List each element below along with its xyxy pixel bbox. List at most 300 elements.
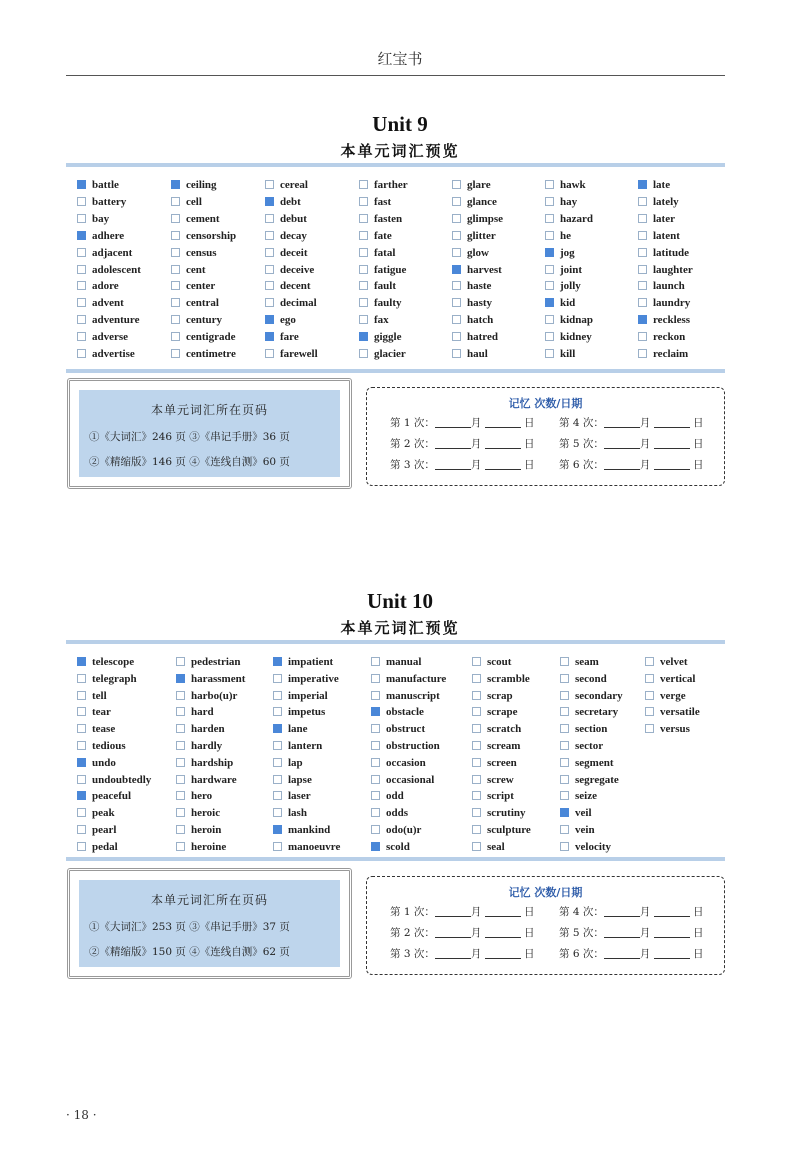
month-blank[interactable] bbox=[604, 459, 640, 470]
vocab-item[interactable] bbox=[638, 179, 670, 191]
checked-checkbox-icon[interactable] bbox=[359, 332, 368, 341]
checkbox-icon[interactable] bbox=[273, 808, 282, 817]
vocab-item[interactable] bbox=[545, 331, 592, 343]
checkbox-icon[interactable] bbox=[171, 315, 180, 324]
vocab-item[interactable] bbox=[371, 807, 408, 819]
vocab-item[interactable] bbox=[560, 656, 599, 668]
vocab-item[interactable] bbox=[472, 690, 513, 702]
day-blank[interactable] bbox=[654, 459, 690, 470]
checkbox-icon[interactable] bbox=[560, 791, 569, 800]
checkbox-icon[interactable] bbox=[645, 724, 654, 733]
checkbox-icon[interactable] bbox=[77, 214, 86, 223]
vocab-item[interactable] bbox=[265, 230, 307, 242]
vocab-item[interactable] bbox=[176, 690, 237, 702]
vocab-item[interactable] bbox=[359, 280, 396, 292]
vocab-item[interactable] bbox=[452, 213, 503, 225]
checkbox-icon[interactable] bbox=[265, 265, 274, 274]
checkbox-icon[interactable] bbox=[472, 775, 481, 784]
vocab-item[interactable] bbox=[171, 247, 217, 259]
checkbox-icon[interactable] bbox=[638, 298, 647, 307]
vocab-item[interactable] bbox=[359, 264, 406, 276]
day-blank[interactable] bbox=[654, 948, 690, 959]
vocab-item[interactable] bbox=[77, 824, 116, 836]
vocab-item[interactable] bbox=[77, 841, 118, 853]
checkbox-icon[interactable] bbox=[638, 265, 647, 274]
vocab-item[interactable] bbox=[371, 841, 410, 853]
vocab-item[interactable] bbox=[452, 230, 496, 242]
vocab-item[interactable] bbox=[77, 297, 124, 309]
vocab-item[interactable] bbox=[176, 656, 241, 668]
vocab-item[interactable] bbox=[77, 348, 135, 360]
checkbox-icon[interactable] bbox=[560, 691, 569, 700]
vocab-item[interactable] bbox=[176, 807, 220, 819]
vocab-item[interactable] bbox=[77, 213, 109, 225]
checkbox-icon[interactable] bbox=[77, 825, 86, 834]
month-blank[interactable] bbox=[435, 948, 471, 959]
vocab-item[interactable] bbox=[359, 179, 408, 191]
checked-checkbox-icon[interactable] bbox=[545, 298, 554, 307]
checkbox-icon[interactable] bbox=[77, 741, 86, 750]
vocab-item[interactable] bbox=[452, 331, 498, 343]
vocab-item[interactable] bbox=[171, 179, 217, 191]
vocab-item[interactable] bbox=[638, 280, 685, 292]
day-blank[interactable] bbox=[654, 906, 690, 917]
vocab-item[interactable] bbox=[638, 230, 680, 242]
checkbox-icon[interactable] bbox=[472, 791, 481, 800]
month-blank[interactable] bbox=[435, 906, 471, 917]
checkbox-icon[interactable] bbox=[273, 775, 282, 784]
checkbox-icon[interactable] bbox=[560, 825, 569, 834]
checkbox-icon[interactable] bbox=[472, 741, 481, 750]
checkbox-icon[interactable] bbox=[77, 691, 86, 700]
vocab-item[interactable] bbox=[171, 230, 236, 242]
checkbox-icon[interactable] bbox=[452, 315, 461, 324]
checkbox-icon[interactable] bbox=[452, 248, 461, 257]
vocab-item[interactable] bbox=[560, 774, 619, 786]
vocab-item[interactable] bbox=[273, 807, 307, 819]
checkbox-icon[interactable] bbox=[171, 248, 180, 257]
vocab-item[interactable] bbox=[359, 213, 402, 225]
vocab-item[interactable] bbox=[359, 297, 402, 309]
checked-checkbox-icon[interactable] bbox=[371, 707, 380, 716]
checkbox-icon[interactable] bbox=[452, 332, 461, 341]
checkbox-icon[interactable] bbox=[560, 724, 569, 733]
checkbox-icon[interactable] bbox=[265, 248, 274, 257]
vocab-item[interactable] bbox=[176, 790, 212, 802]
vocab-item[interactable] bbox=[265, 196, 301, 208]
checkbox-icon[interactable] bbox=[452, 349, 461, 358]
vocab-item[interactable] bbox=[77, 196, 126, 208]
vocab-item[interactable] bbox=[452, 314, 493, 326]
checkbox-icon[interactable] bbox=[638, 231, 647, 240]
checkbox-icon[interactable] bbox=[359, 214, 368, 223]
vocab-item[interactable] bbox=[472, 774, 514, 786]
vocab-item[interactable] bbox=[265, 331, 299, 343]
checkbox-icon[interactable] bbox=[176, 842, 185, 851]
checkbox-icon[interactable] bbox=[472, 808, 481, 817]
checkbox-icon[interactable] bbox=[77, 775, 86, 784]
checkbox-icon[interactable] bbox=[359, 197, 368, 206]
vocab-item[interactable] bbox=[452, 264, 502, 276]
vocab-item[interactable] bbox=[265, 348, 318, 360]
checked-checkbox-icon[interactable] bbox=[265, 332, 274, 341]
checkbox-icon[interactable] bbox=[77, 724, 86, 733]
vocab-item[interactable] bbox=[176, 841, 226, 853]
checkbox-icon[interactable] bbox=[472, 842, 481, 851]
checked-checkbox-icon[interactable] bbox=[371, 842, 380, 851]
checked-checkbox-icon[interactable] bbox=[176, 674, 185, 683]
month-blank[interactable] bbox=[604, 948, 640, 959]
vocab-item[interactable] bbox=[265, 213, 307, 225]
day-blank[interactable] bbox=[485, 438, 521, 449]
vocab-item[interactable] bbox=[77, 757, 116, 769]
checkbox-icon[interactable] bbox=[176, 825, 185, 834]
vocab-item[interactable] bbox=[371, 673, 446, 685]
vocab-item[interactable] bbox=[176, 673, 245, 685]
vocab-item[interactable] bbox=[472, 757, 517, 769]
vocab-item[interactable] bbox=[273, 706, 325, 718]
checkbox-icon[interactable] bbox=[638, 214, 647, 223]
checkbox-icon[interactable] bbox=[77, 842, 86, 851]
checkbox-icon[interactable] bbox=[545, 265, 554, 274]
vocab-item[interactable] bbox=[545, 264, 582, 276]
checked-checkbox-icon[interactable] bbox=[638, 180, 647, 189]
vocab-item[interactable] bbox=[359, 196, 391, 208]
vocab-item[interactable] bbox=[645, 723, 690, 735]
checkbox-icon[interactable] bbox=[645, 657, 654, 666]
vocab-item[interactable] bbox=[452, 247, 489, 259]
checkbox-icon[interactable] bbox=[265, 231, 274, 240]
checked-checkbox-icon[interactable] bbox=[638, 315, 647, 324]
checkbox-icon[interactable] bbox=[545, 231, 554, 240]
checkbox-icon[interactable] bbox=[77, 315, 86, 324]
month-blank[interactable] bbox=[435, 459, 471, 470]
checkbox-icon[interactable] bbox=[371, 825, 380, 834]
checkbox-icon[interactable] bbox=[359, 298, 368, 307]
vocab-item[interactable] bbox=[265, 179, 308, 191]
checkbox-icon[interactable] bbox=[545, 214, 554, 223]
checkbox-icon[interactable] bbox=[545, 180, 554, 189]
vocab-item[interactable] bbox=[359, 348, 406, 360]
checkbox-icon[interactable] bbox=[560, 775, 569, 784]
checked-checkbox-icon[interactable] bbox=[452, 265, 461, 274]
vocab-item[interactable] bbox=[265, 247, 307, 259]
vocab-item[interactable] bbox=[273, 690, 328, 702]
checkbox-icon[interactable] bbox=[171, 197, 180, 206]
vocab-item[interactable] bbox=[545, 348, 575, 360]
vocab-item[interactable] bbox=[645, 690, 686, 702]
checked-checkbox-icon[interactable] bbox=[273, 825, 282, 834]
vocab-item[interactable] bbox=[265, 314, 296, 326]
checkbox-icon[interactable] bbox=[371, 674, 380, 683]
vocab-item[interactable] bbox=[472, 706, 518, 718]
vocab-item[interactable] bbox=[560, 841, 611, 853]
checkbox-icon[interactable] bbox=[273, 674, 282, 683]
vocab-item[interactable] bbox=[645, 706, 700, 718]
vocab-item[interactable] bbox=[560, 723, 607, 735]
vocab-item[interactable] bbox=[77, 807, 115, 819]
checkbox-icon[interactable] bbox=[359, 315, 368, 324]
checkbox-icon[interactable] bbox=[359, 349, 368, 358]
vocab-item[interactable] bbox=[545, 247, 575, 259]
vocab-item[interactable] bbox=[472, 656, 511, 668]
checkbox-icon[interactable] bbox=[171, 298, 180, 307]
vocab-item[interactable] bbox=[77, 230, 124, 242]
checkbox-icon[interactable] bbox=[452, 214, 461, 223]
checkbox-icon[interactable] bbox=[371, 724, 380, 733]
checkbox-icon[interactable] bbox=[359, 231, 368, 240]
vocab-item[interactable] bbox=[77, 690, 107, 702]
vocab-item[interactable] bbox=[560, 790, 597, 802]
month-blank[interactable] bbox=[435, 438, 471, 449]
checkbox-icon[interactable] bbox=[273, 741, 282, 750]
vocab-item[interactable] bbox=[452, 348, 488, 360]
checkbox-icon[interactable] bbox=[545, 332, 554, 341]
vocab-item[interactable] bbox=[371, 706, 424, 718]
checkbox-icon[interactable] bbox=[77, 332, 86, 341]
checkbox-icon[interactable] bbox=[472, 825, 481, 834]
checkbox-icon[interactable] bbox=[472, 691, 481, 700]
vocab-item[interactable] bbox=[359, 314, 389, 326]
checked-checkbox-icon[interactable] bbox=[171, 180, 180, 189]
day-blank[interactable] bbox=[654, 438, 690, 449]
vocab-item[interactable] bbox=[273, 824, 330, 836]
checkbox-icon[interactable] bbox=[560, 674, 569, 683]
vocab-item[interactable] bbox=[371, 790, 404, 802]
vocab-item[interactable] bbox=[265, 297, 317, 309]
checkbox-icon[interactable] bbox=[171, 265, 180, 274]
vocab-item[interactable] bbox=[545, 314, 593, 326]
checkbox-icon[interactable] bbox=[77, 281, 86, 290]
vocab-item[interactable] bbox=[77, 740, 126, 752]
vocab-item[interactable] bbox=[452, 196, 497, 208]
vocab-item[interactable] bbox=[560, 740, 603, 752]
checkbox-icon[interactable] bbox=[545, 315, 554, 324]
checkbox-icon[interactable] bbox=[77, 197, 86, 206]
checked-checkbox-icon[interactable] bbox=[77, 758, 86, 767]
vocab-item[interactable] bbox=[171, 297, 219, 309]
vocab-item[interactable] bbox=[77, 723, 115, 735]
checkbox-icon[interactable] bbox=[371, 741, 380, 750]
vocab-item[interactable] bbox=[273, 673, 339, 685]
checked-checkbox-icon[interactable] bbox=[273, 657, 282, 666]
checkbox-icon[interactable] bbox=[273, 791, 282, 800]
checkbox-icon[interactable] bbox=[273, 691, 282, 700]
checkbox-icon[interactable] bbox=[176, 741, 185, 750]
vocab-item[interactable] bbox=[560, 673, 607, 685]
day-blank[interactable] bbox=[654, 417, 690, 428]
checkbox-icon[interactable] bbox=[560, 707, 569, 716]
vocab-item[interactable] bbox=[171, 213, 220, 225]
vocab-item[interactable] bbox=[273, 790, 311, 802]
vocab-item[interactable] bbox=[176, 774, 237, 786]
checkbox-icon[interactable] bbox=[77, 808, 86, 817]
vocab-item[interactable] bbox=[638, 331, 685, 343]
checkbox-icon[interactable] bbox=[371, 791, 380, 800]
day-blank[interactable] bbox=[485, 906, 521, 917]
vocab-item[interactable] bbox=[171, 314, 222, 326]
checkbox-icon[interactable] bbox=[560, 842, 569, 851]
vocab-item[interactable] bbox=[472, 723, 521, 735]
checked-checkbox-icon[interactable] bbox=[77, 180, 86, 189]
checkbox-icon[interactable] bbox=[265, 281, 274, 290]
vocab-item[interactable] bbox=[171, 264, 206, 276]
checkbox-icon[interactable] bbox=[472, 707, 481, 716]
checkbox-icon[interactable] bbox=[176, 724, 185, 733]
vocab-item[interactable] bbox=[77, 314, 139, 326]
vocab-item[interactable] bbox=[265, 264, 314, 276]
checkbox-icon[interactable] bbox=[176, 707, 185, 716]
vocab-item[interactable] bbox=[472, 807, 526, 819]
checkbox-icon[interactable] bbox=[545, 197, 554, 206]
vocab-item[interactable] bbox=[560, 807, 592, 819]
checkbox-icon[interactable] bbox=[359, 248, 368, 257]
vocab-item[interactable] bbox=[472, 841, 505, 853]
checked-checkbox-icon[interactable] bbox=[77, 657, 86, 666]
vocab-item[interactable] bbox=[545, 179, 586, 191]
vocab-item[interactable] bbox=[77, 790, 131, 802]
checkbox-icon[interactable] bbox=[176, 657, 185, 666]
vocab-item[interactable] bbox=[265, 280, 311, 292]
vocab-item[interactable] bbox=[638, 247, 689, 259]
checkbox-icon[interactable] bbox=[638, 281, 647, 290]
vocab-item[interactable] bbox=[176, 723, 225, 735]
vocab-item[interactable] bbox=[545, 297, 575, 309]
vocab-item[interactable] bbox=[638, 196, 679, 208]
vocab-item[interactable] bbox=[359, 230, 392, 242]
vocab-item[interactable] bbox=[77, 774, 151, 786]
vocab-item[interactable] bbox=[359, 247, 395, 259]
vocab-item[interactable] bbox=[560, 706, 618, 718]
day-blank[interactable] bbox=[485, 417, 521, 428]
checkbox-icon[interactable] bbox=[77, 349, 86, 358]
checkbox-icon[interactable] bbox=[452, 180, 461, 189]
checkbox-icon[interactable] bbox=[359, 265, 368, 274]
vocab-item[interactable] bbox=[273, 656, 333, 668]
vocab-item[interactable] bbox=[472, 673, 530, 685]
vocab-item[interactable] bbox=[171, 348, 236, 360]
vocab-item[interactable] bbox=[171, 196, 202, 208]
checked-checkbox-icon[interactable] bbox=[265, 315, 274, 324]
checkbox-icon[interactable] bbox=[545, 349, 554, 358]
checkbox-icon[interactable] bbox=[77, 265, 86, 274]
vocab-item[interactable] bbox=[273, 757, 303, 769]
checkbox-icon[interactable] bbox=[171, 349, 180, 358]
vocab-item[interactable] bbox=[472, 740, 520, 752]
checkbox-icon[interactable] bbox=[77, 674, 86, 683]
vocab-item[interactable] bbox=[273, 841, 340, 853]
vocab-item[interactable] bbox=[638, 297, 690, 309]
checkbox-icon[interactable] bbox=[176, 775, 185, 784]
vocab-item[interactable] bbox=[545, 213, 593, 225]
vocab-item[interactable] bbox=[472, 824, 531, 836]
month-blank[interactable] bbox=[604, 906, 640, 917]
vocab-item[interactable] bbox=[77, 331, 128, 343]
month-blank[interactable] bbox=[604, 927, 640, 938]
checkbox-icon[interactable] bbox=[265, 180, 274, 189]
vocab-item[interactable] bbox=[645, 656, 687, 668]
checkbox-icon[interactable] bbox=[645, 691, 654, 700]
vocab-item[interactable] bbox=[645, 673, 695, 685]
checkbox-icon[interactable] bbox=[77, 248, 86, 257]
vocab-item[interactable] bbox=[371, 757, 426, 769]
vocab-item[interactable] bbox=[77, 247, 132, 259]
checked-checkbox-icon[interactable] bbox=[560, 808, 569, 817]
vocab-item[interactable] bbox=[472, 790, 514, 802]
month-blank[interactable] bbox=[435, 927, 471, 938]
checkbox-icon[interactable] bbox=[176, 791, 185, 800]
checkbox-icon[interactable] bbox=[452, 281, 461, 290]
checkbox-icon[interactable] bbox=[265, 298, 274, 307]
checkbox-icon[interactable] bbox=[545, 281, 554, 290]
checkbox-icon[interactable] bbox=[273, 842, 282, 851]
vocab-item[interactable] bbox=[77, 179, 119, 191]
day-blank[interactable] bbox=[485, 459, 521, 470]
vocab-item[interactable] bbox=[77, 706, 111, 718]
checkbox-icon[interactable] bbox=[472, 724, 481, 733]
vocab-item[interactable] bbox=[560, 824, 595, 836]
vocab-item[interactable] bbox=[77, 264, 141, 276]
checkbox-icon[interactable] bbox=[273, 758, 282, 767]
checked-checkbox-icon[interactable] bbox=[265, 197, 274, 206]
checkbox-icon[interactable] bbox=[371, 808, 380, 817]
checkbox-icon[interactable] bbox=[560, 657, 569, 666]
vocab-item[interactable] bbox=[77, 673, 137, 685]
vocab-item[interactable] bbox=[171, 280, 215, 292]
vocab-item[interactable] bbox=[171, 331, 235, 343]
vocab-item[interactable] bbox=[371, 824, 421, 836]
checked-checkbox-icon[interactable] bbox=[545, 248, 554, 257]
vocab-item[interactable] bbox=[452, 280, 491, 292]
checkbox-icon[interactable] bbox=[452, 298, 461, 307]
day-blank[interactable] bbox=[654, 927, 690, 938]
vocab-item[interactable] bbox=[560, 690, 623, 702]
vocab-item[interactable] bbox=[176, 757, 233, 769]
vocab-item[interactable] bbox=[638, 264, 693, 276]
checkbox-icon[interactable] bbox=[452, 231, 461, 240]
vocab-item[interactable] bbox=[77, 656, 134, 668]
checkbox-icon[interactable] bbox=[176, 691, 185, 700]
vocab-item[interactable] bbox=[545, 230, 571, 242]
vocab-item[interactable] bbox=[176, 740, 222, 752]
vocab-item[interactable] bbox=[176, 706, 214, 718]
checkbox-icon[interactable] bbox=[371, 775, 380, 784]
checkbox-icon[interactable] bbox=[77, 298, 86, 307]
vocab-item[interactable] bbox=[273, 740, 322, 752]
checkbox-icon[interactable] bbox=[645, 674, 654, 683]
checkbox-icon[interactable] bbox=[452, 197, 461, 206]
checkbox-icon[interactable] bbox=[273, 707, 282, 716]
checkbox-icon[interactable] bbox=[371, 691, 380, 700]
checked-checkbox-icon[interactable] bbox=[273, 724, 282, 733]
vocab-item[interactable] bbox=[273, 723, 308, 735]
checkbox-icon[interactable] bbox=[359, 180, 368, 189]
checkbox-icon[interactable] bbox=[472, 674, 481, 683]
vocab-item[interactable] bbox=[371, 774, 434, 786]
checkbox-icon[interactable] bbox=[638, 332, 647, 341]
vocab-item[interactable] bbox=[638, 213, 675, 225]
vocab-item[interactable] bbox=[371, 656, 421, 668]
checkbox-icon[interactable] bbox=[638, 197, 647, 206]
checkbox-icon[interactable] bbox=[171, 281, 180, 290]
vocab-item[interactable] bbox=[452, 179, 491, 191]
checkbox-icon[interactable] bbox=[560, 741, 569, 750]
checked-checkbox-icon[interactable] bbox=[77, 791, 86, 800]
checkbox-icon[interactable] bbox=[371, 657, 380, 666]
checkbox-icon[interactable] bbox=[560, 758, 569, 767]
checkbox-icon[interactable] bbox=[638, 248, 647, 257]
checkbox-icon[interactable] bbox=[472, 657, 481, 666]
